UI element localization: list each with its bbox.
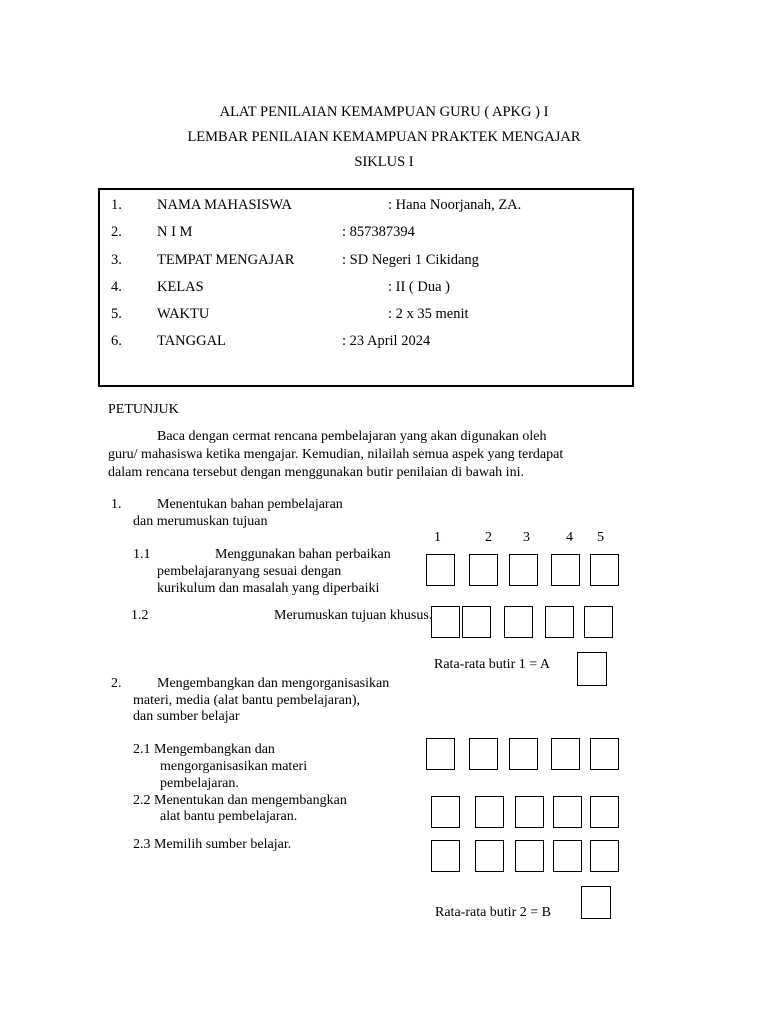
section-1-num: 1. (111, 497, 122, 512)
identity-value-class: : II ( Dua ) (388, 279, 451, 295)
item-2-1-line-1: 2.1 Mengembangkan dan (133, 742, 275, 757)
identity-label-time: WAKTU (157, 306, 210, 322)
average-2-box[interactable] (581, 886, 611, 919)
section-1-title-1: Menentukan bahan pembelajaran (157, 497, 343, 512)
score-box-2-1-3[interactable] (509, 738, 538, 770)
section-2-title-2: materi, media (alat bantu pembelajaran), (133, 693, 361, 708)
score-box-2-3-4[interactable] (553, 840, 582, 872)
score-box-1-2-2[interactable] (462, 606, 491, 638)
section-2-title-3: dan sumber belajar (133, 709, 240, 724)
score-box-1-2-4[interactable] (545, 606, 574, 638)
title-line-1: ALAT PENILAIAN KEMAMPUAN GURU ( APKG ) I (219, 104, 549, 120)
identity-num-1: 1. (111, 197, 122, 213)
identity-label-class: KELAS (157, 279, 204, 295)
score-box-1-2-5[interactable] (584, 606, 613, 638)
identity-value-date: : 23 April 2024 (342, 333, 431, 349)
score-box-1-1-1[interactable] (426, 554, 455, 586)
identity-label-place: TEMPAT MENGAJAR (157, 252, 295, 268)
title-line-2: LEMBAR PENILAIAN KEMAMPUAN PRAKTEK MENGAJAR (187, 129, 581, 145)
item-1-1-line-1: Menggunakan bahan perbaikan (215, 547, 391, 562)
average-1-box[interactable] (577, 652, 607, 686)
score-box-2-2-1[interactable] (431, 796, 460, 828)
score-box-2-1-4[interactable] (551, 738, 580, 770)
average-2-label: Rata-rata butir 2 = B (435, 905, 551, 920)
item-1-1-num: 1.1 (133, 547, 151, 562)
item-2-2-line-1: 2.2 Menentukan dan mengembangkan (133, 793, 347, 808)
item-2-2-line-2: alat bantu pembelajaran. (160, 809, 298, 824)
instructions-line-1: Baca dengan cermat rencana pembelajaran yang akan digunakan oleh (157, 429, 547, 444)
scale-4: 4 (566, 530, 573, 545)
score-box-2-1-5[interactable] (590, 738, 619, 770)
score-box-2-3-1[interactable] (431, 840, 460, 872)
identity-value-time: : 2 x 35 menit (388, 306, 469, 322)
score-box-1-1-2[interactable] (469, 554, 498, 586)
identity-num-5: 5. (111, 306, 122, 322)
title-line-3: SIKLUS I (354, 154, 414, 170)
score-box-2-2-2[interactable] (475, 796, 504, 828)
score-box-1-1-3[interactable] (509, 554, 538, 586)
instructions-line-2: guru/ mahasiswa ketika mengajar. Kemudian, nilailah semua aspek yang terdapat (108, 447, 564, 462)
score-box-2-1-2[interactable] (469, 738, 498, 770)
score-box-1-1-4[interactable] (551, 554, 580, 586)
item-1-1-line-3: kurikulum dan masalah yang diperbaiki (157, 581, 380, 596)
identity-label-name: NAMA MAHASISWA (157, 197, 292, 213)
score-box-2-2-4[interactable] (553, 796, 582, 828)
identity-num-3: 3. (111, 252, 122, 268)
scale-5: 5 (597, 530, 604, 545)
identity-label-nim: N I M (157, 224, 193, 240)
identity-label-date: TANGGAL (157, 333, 226, 349)
section-1-title-2: dan merumuskan tujuan (133, 514, 268, 529)
scale-2: 2 (485, 530, 492, 545)
item-2-1-line-2: mengorganisasikan materi (160, 759, 308, 774)
instructions-title: PETUNJUK (108, 402, 179, 417)
item-1-1-line-2: pembelajaranyang sesuai dengan (157, 564, 342, 579)
instructions-line-3: dalam rencana tersebut dengan menggunakan butir penilaian di bawah ini. (108, 465, 524, 480)
identity-num-4: 4. (111, 279, 122, 295)
item-2-3-text: 2.3 Memilih sumber belajar. (133, 837, 292, 852)
item-1-2-text: Merumuskan tujuan khusus. (274, 608, 433, 623)
score-box-2-1-1[interactable] (426, 738, 455, 770)
item-1-2-num: 1.2 (131, 608, 149, 623)
average-1-label: Rata-rata butir 1 = A (434, 657, 550, 672)
item-2-1-line-3: pembelajaran. (160, 776, 239, 791)
scale-1: 1 (434, 530, 441, 545)
section-2-title-1: Mengembangkan dan mengorganisasikan (157, 676, 390, 691)
score-box-2-3-5[interactable] (590, 840, 619, 872)
identity-value-place: : SD Negeri 1 Cikidang (342, 252, 479, 268)
identity-num-6: 6. (111, 333, 122, 349)
score-box-1-2-1[interactable] (431, 606, 460, 638)
score-box-1-2-3[interactable] (504, 606, 533, 638)
identity-value-nim: : 857387394 (342, 224, 415, 240)
section-2-num: 2. (111, 676, 122, 691)
score-box-2-2-5[interactable] (590, 796, 619, 828)
score-box-2-3-2[interactable] (475, 840, 504, 872)
identity-num-2: 2. (111, 224, 122, 240)
score-box-1-1-5[interactable] (590, 554, 619, 586)
score-box-2-2-3[interactable] (515, 796, 544, 828)
score-box-2-3-3[interactable] (515, 840, 544, 872)
identity-value-name: : Hana Noorjanah, ZA. (388, 197, 522, 213)
scale-3: 3 (523, 530, 530, 545)
